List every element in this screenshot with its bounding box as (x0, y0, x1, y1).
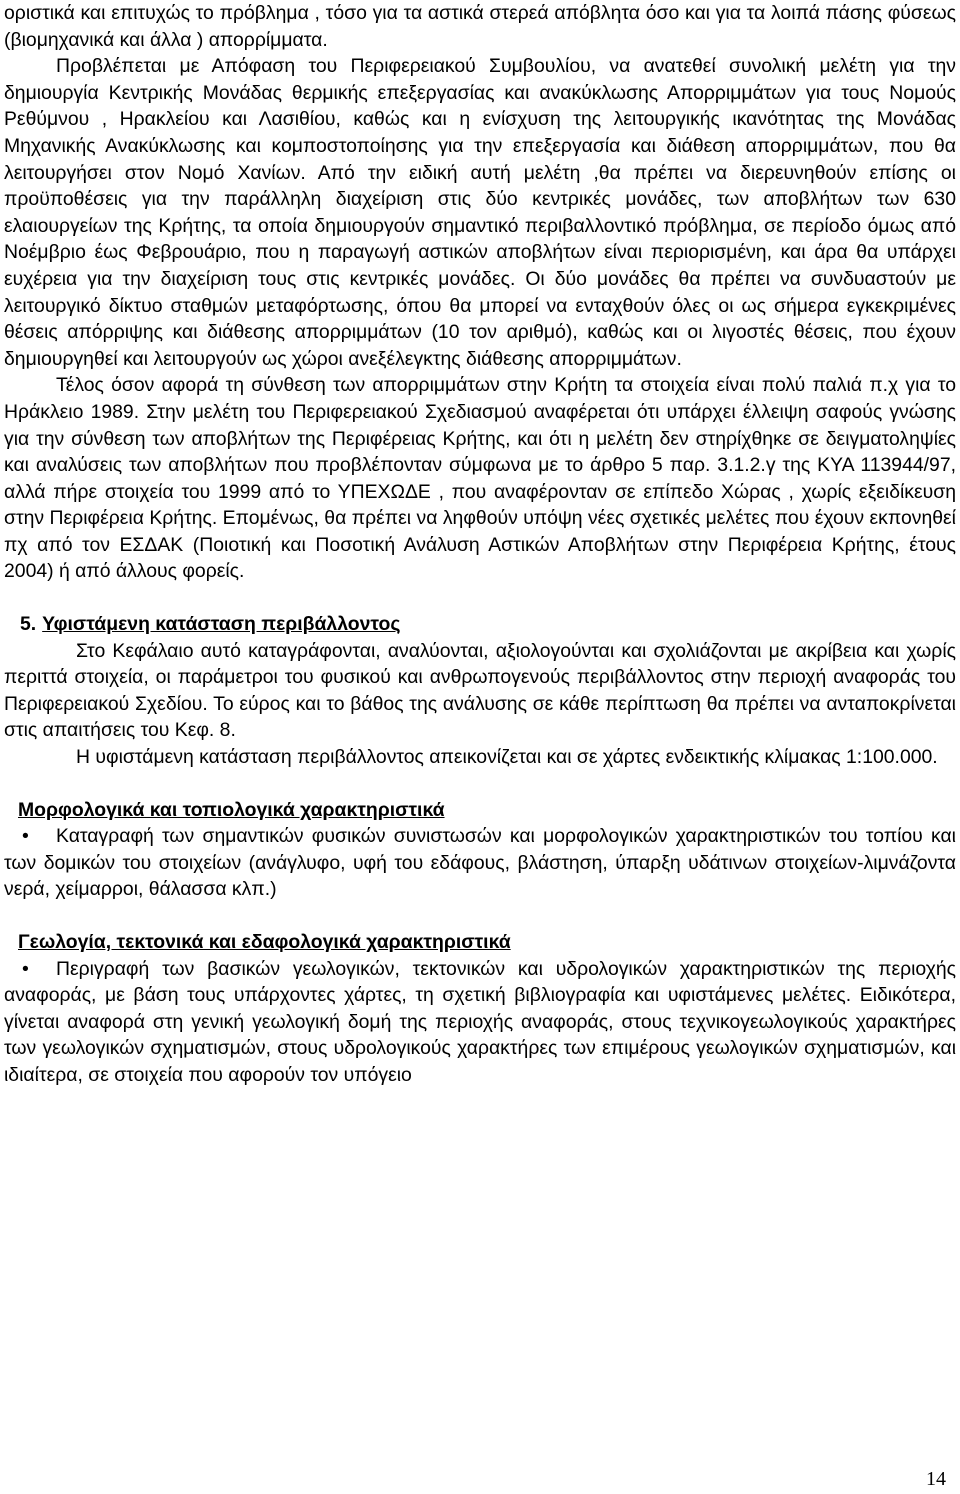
subheading-geology (4, 929, 956, 956)
paragraph-section5-intro: Στο Κεφάλαιο αυτό καταγράφονται, αναλύονται, αξιολογούνται και σχολιάζονται με ακρίβεια και χωρίς περιττά στοιχεία, οι παράμετροι του φυσικού και ανθρωπογενούς περιβάλλοντος στην περιοχή αναφοράς του Περιφερειακού Σχεδίου. Το εύρος και το βάθος της ανάλυσης σε κάθε περίπτωση θα πρέπει να ανταποκρίνεται στις απαιτήσεις του Κεφ. 8. (4, 639, 956, 742)
page-number: 14 (926, 1468, 946, 1490)
subheading-morphology (4, 797, 956, 824)
section-heading-5 (4, 611, 956, 638)
paragraph-regional-council-study: Προβλέπεται με Απόφαση του Περιφερειακού Συμβουλίου, να ανατεθεί συνολική μελέτη για την δημιουργία Κεντρικής Μονάδας θερμικής επεξεργασίας και ανακύκλωσης Απορριμμάτων για τους Νομούς Ρεθύμνου , Ηρακλείου και Λασιθίου, καθώς και η ενίσχυση της λειτουργικής ικανότητας της Μονάδας Μηχανικής Ανακύκλωσης και κομποστοποίησης για την επεξεργασία και διάθεση απορριμμάτων, που θα λειτουργήσει στον Νομό Χανίων. Από την ειδική αυτή μελέτη ,θα πρέπει να διερευνηθούν επίσης οι προϋποθέσεις για την παράλληλη διαχείριση στις δύο κεντρικές μονάδες, των αποβλήτων των 630 ελαιουργείων της Κρήτης, τα οποία δημιουργούν σημαντικό περιβαλλοντικό πρόβλημα, σε περίοδο όμως από Νοέμβριο έως Φεβρουάριο, που η παραγωγή αστικών αποβλήτων είναι περιορισμένη, και άρα θα υπάρχει ευχέρεια για την διαχείριση τους στις κεντρικές μονάδες. Οι δύο μονάδες θα πρέπει να συνδυαστούν με λειτουργικό δίκτυο σταθμών μεταφόρτωσης, όπου θα μπορεί να ενταχθούν όλες οι ως σήμερα εγκεκριμένες θέσεις απόρριψης και διάθεσης απορριμμάτων (10 τον αριθμό), καθώς και οι λιγοστές θέσεις, που έχουν δημιουργηθεί και λειτουργούν ως χώροι ανεξέλεγκτης διάθεσης απορριμμάτων. (4, 55, 956, 370)
list-item-geology-text: Περιγραφή των βασικών γεωλογικών, τεκτονικών και υδρολογικών χαρακτηριστικών της περιοχής αναφοράς, με βάση τους υπάρχοντες χάρτες, τη σχετική βιβλιογραφία και υφιστάμενες μελέτες. Ειδικότερα, γίνεται αναφορά στη γενική γεωλογική δομή της περιοχής αναφοράς, στους τεχνικογεωλογικούς χαρακτήρες των γεωλογικών σχηματισμών, στους υδρολογικούς χαρακτήρες των επιμέρους γεωλογικών σχηματισμών, και ιδιαίτερα, σε στοιχεία που αφορούν τον υπόγειο (4, 957, 956, 1086)
section-number: 5. (20, 613, 37, 636)
list-item-morphology-text: Καταγραφή των σημαντικών φυσικών συνιστωσών και μορφολογικών χαρακτηριστικών του τοπίου και των δομικών του στοιχείων (ανάγλυφο, υφή του εδάφους, βλάστηση, ύπαρξη υδάτινων στοιχείων-λιμνάζοντα νερά, χείμαρροι, θάλασσα κλπ.) (4, 825, 956, 901)
subheading-morphology-text: Μορφολογικά και τοπιολογικά χαρακτηριστικά (18, 798, 445, 821)
section-title: Υφιστάμενη κατάσταση περιβάλλοντος (42, 613, 401, 636)
bullet-icon: • (22, 957, 29, 980)
paragraph-section5-maps: Η υφιστάμενη κατάσταση περιβάλλοντος απεικονίζεται και σε χάρτες ενδεικτικής κλίμακας 1:100.000. (76, 746, 938, 769)
paragraph-waste-composition: Τέλος όσον αφορά τη σύνθεση των απορριμμάτων στην Κρήτη τα στοιχεία είναι πολύ παλιά π.χ για το Ηράκλειο 1989. Στην μελέτη του Περιφερειακού Σχεδιασμού αναφέρεται ότι υπάρχει έλλειψη σαφούς γνώσης για την σύνθεση των αποβλήτων της Περιφέρειας Κρήτης, και ότι η μελέτη δεν στηρίχθηκε σε δειγματοληψίες και αναλύσεις των αποβλήτων που προβλέπονταν σύμφωνα με το άρθρο 5 παρ. 3.1.2.γ της ΚΥΑ 113944/97, αλλά πήρε στοιχεία του 1999 από το ΥΠΕΧΩΔΕ , που αναφέρονταν σε επίπεδο Χώρας , χωρίς εξειδίκευση στην Περιφέρεια Κρήτης. Επομένως, θα πρέπει να ληφθούν υπόψη νέες σχετικές μελέτες που έχουν εκπονηθεί πχ από τον ΕΣΔΑΚ (Ποιοτική και Ποσοτική Ανάλυση Αστικών Αποβλήτων στην Περιφέρεια Κρήτης, έτους 2004) ή από άλλους φορείς. (4, 374, 956, 583)
list-item-morphology (4, 823, 956, 903)
paragraph-intro-continuation: οριστικά και επιτυχώς το πρόβλημα , τόσο για τα αστικά στερεά απόβλητα όσο και για τα λοιπά πάσης φύσεως (βιομηχανικά και άλλα ) απορρίμματα. (4, 2, 956, 51)
document-page (4, 0, 956, 1089)
list-item-geology (4, 956, 956, 1089)
bullet-icon: • (22, 825, 29, 848)
subheading-geology-text: Γεωλογία, τεκτονικά και εδαφολογικά χαρακτηριστικά (18, 931, 511, 953)
